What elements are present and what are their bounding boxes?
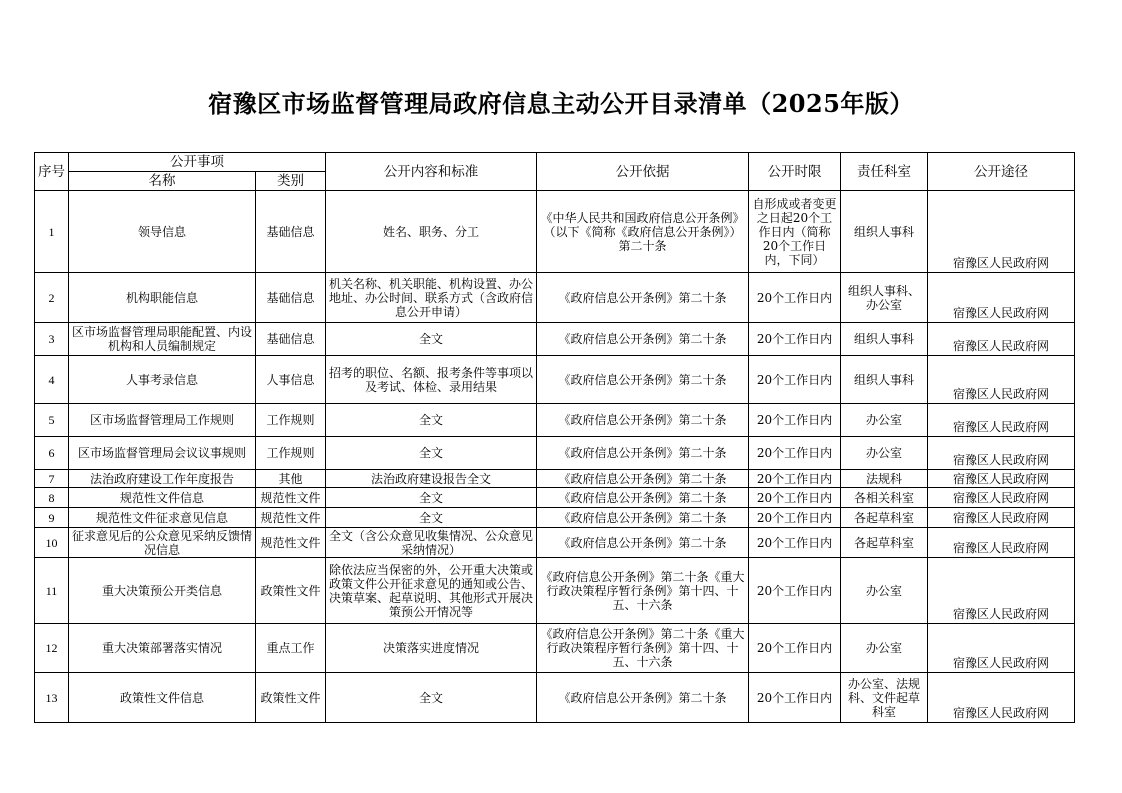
row-time-limit: 20个工作日内 xyxy=(749,558,841,624)
row-content: 姓名、职务、分工 xyxy=(326,191,537,273)
row-content: 全文 xyxy=(326,488,537,508)
row-name: 人事考录信息 xyxy=(69,356,256,404)
header-dept: 责任科室 xyxy=(841,153,928,191)
row-basis: 《政府信息公开条例》第二十条 xyxy=(537,528,749,558)
row-channel: 宿豫区人民政府网 xyxy=(928,673,1075,723)
table-row xyxy=(35,273,1075,323)
row-time-limit: 20个工作日内 xyxy=(749,273,841,323)
row-dept: 办公室、法规科、文件起草科室 xyxy=(841,673,928,723)
row-content: 招考的职位、名额、报考条件等事项以及考试、体检、录用结果 xyxy=(326,356,537,404)
row-dept: 组织人事科 xyxy=(841,191,928,273)
row-seq: 9 xyxy=(35,508,69,528)
row-time-limit: 20个工作日内 xyxy=(749,488,841,508)
row-category: 人事信息 xyxy=(256,356,326,404)
row-content: 决策落实进度情况 xyxy=(326,624,537,673)
row-seq: 1 xyxy=(35,191,69,273)
row-dept: 办公室 xyxy=(841,437,928,470)
row-name: 重大决策部署落实情况 xyxy=(69,624,256,673)
row-channel: 宿豫区人民政府网 xyxy=(928,624,1075,673)
header-name: 名称 xyxy=(69,172,256,191)
row-name: 机构职能信息 xyxy=(69,273,256,323)
row-content: 全文 xyxy=(326,673,537,723)
table-row xyxy=(35,437,1075,470)
row-category: 其他 xyxy=(256,470,326,488)
row-name: 规范性文件信息 xyxy=(69,488,256,508)
row-time-limit: 20个工作日内 xyxy=(749,528,841,558)
row-time-limit: 20个工作日内 xyxy=(749,508,841,528)
row-name: 法治政府建设工作年度报告 xyxy=(69,470,256,488)
row-content: 全文 xyxy=(326,508,537,528)
row-content: 除依法应当保密的外，公开重大决策或政策文件公开征求意见的通知或公告、决策草案、起草说明、其他形式开展决策预公开情况等 xyxy=(326,558,537,624)
row-basis: 《政府信息公开条例》第二十条 xyxy=(537,404,749,437)
table-row xyxy=(35,404,1075,437)
row-dept: 组织人事科、办公室 xyxy=(841,273,928,323)
table-row xyxy=(35,528,1075,558)
row-seq: 2 xyxy=(35,273,69,323)
row-category: 规范性文件 xyxy=(256,508,326,528)
row-channel: 宿豫区人民政府网 xyxy=(928,528,1075,558)
table-row xyxy=(35,488,1075,508)
row-name: 征求意见后的公众意见采纳反馈情况信息 xyxy=(69,528,256,558)
row-channel: 宿豫区人民政府网 xyxy=(928,356,1075,404)
row-category: 政策性文件 xyxy=(256,673,326,723)
row-basis: 《中华人民共和国政府信息公开条例》（以下《简称《政府信息公开条例》）第二十条 xyxy=(537,191,749,273)
row-content: 全文（含公众意见收集情况、公众意见采纳情况） xyxy=(326,528,537,558)
row-channel: 宿豫区人民政府网 xyxy=(928,191,1075,273)
row-seq: 11 xyxy=(35,558,69,624)
row-seq: 7 xyxy=(35,470,69,488)
row-channel: 宿豫区人民政府网 xyxy=(928,488,1075,508)
row-dept: 各起草科室 xyxy=(841,528,928,558)
row-basis: 《政府信息公开条例》第二十条 xyxy=(537,437,749,470)
row-content: 全文 xyxy=(326,404,537,437)
header-content: 公开内容和标准 xyxy=(326,153,537,191)
row-time-limit: 20个工作日内 xyxy=(749,356,841,404)
row-seq: 3 xyxy=(35,323,69,356)
row-time-limit: 20个工作日内 xyxy=(749,673,841,723)
row-basis: 《政府信息公开条例》第二十条《重大行政决策程序暂行条例》第十四、十五、十六条 xyxy=(537,558,749,624)
row-time-limit: 自形成或者变更之日起20个工作日内（简称20个工作日内，下同） xyxy=(749,191,841,273)
row-dept: 办公室 xyxy=(841,558,928,624)
row-time-limit: 20个工作日内 xyxy=(749,404,841,437)
row-category: 重点工作 xyxy=(256,624,326,673)
row-category: 规范性文件 xyxy=(256,488,326,508)
row-dept: 各相关科室 xyxy=(841,488,928,508)
header-item-group: 公开事项 xyxy=(69,153,326,172)
row-category: 政策性文件 xyxy=(256,558,326,624)
row-seq: 12 xyxy=(35,624,69,673)
row-content: 全文 xyxy=(326,323,537,356)
row-category: 基础信息 xyxy=(256,273,326,323)
header-channel: 公开途径 xyxy=(928,153,1075,191)
row-seq: 8 xyxy=(35,488,69,508)
row-basis: 《政府信息公开条例》第二十条 xyxy=(537,323,749,356)
row-time-limit: 20个工作日内 xyxy=(749,323,841,356)
row-seq: 5 xyxy=(35,404,69,437)
table-row xyxy=(35,356,1075,404)
row-dept: 办公室 xyxy=(841,624,928,673)
row-basis: 《政府信息公开条例》第二十条 xyxy=(537,673,749,723)
row-seq: 6 xyxy=(35,437,69,470)
row-basis: 《政府信息公开条例》第二十条 xyxy=(537,273,749,323)
row-content: 法治政府建设报告全文 xyxy=(326,470,537,488)
table-row xyxy=(35,624,1075,673)
row-name: 区市场监督管理局职能配置、内设机构和人员编制规定 xyxy=(69,323,256,356)
row-channel: 宿豫区人民政府网 xyxy=(928,273,1075,323)
header-seq: 序号 xyxy=(35,153,69,191)
row-dept: 各起草科室 xyxy=(841,508,928,528)
table-row xyxy=(35,673,1075,723)
header-category: 类别 xyxy=(256,172,326,191)
row-channel: 宿豫区人民政府网 xyxy=(928,470,1075,488)
row-time-limit: 20个工作日内 xyxy=(749,437,841,470)
table-row xyxy=(35,323,1075,356)
row-basis: 《政府信息公开条例》第二十条 xyxy=(537,470,749,488)
row-name: 政策性文件信息 xyxy=(69,673,256,723)
table-row xyxy=(35,470,1075,488)
table-row xyxy=(35,558,1075,624)
row-dept: 组织人事科 xyxy=(841,356,928,404)
row-dept: 法规科 xyxy=(841,470,928,488)
row-content: 全文 xyxy=(326,437,537,470)
disclosure-catalog-table xyxy=(34,152,1075,723)
row-name: 区市场监督管理局会议议事规则 xyxy=(69,437,256,470)
row-time-limit: 20个工作日内 xyxy=(749,624,841,673)
row-category: 工作规则 xyxy=(256,404,326,437)
row-dept: 办公室 xyxy=(841,404,928,437)
row-channel: 宿豫区人民政府网 xyxy=(928,558,1075,624)
row-dept: 组织人事科 xyxy=(841,323,928,356)
row-content: 机关名称、机关职能、机构设置、办公地址、办公时间、联系方式（含政府信息公开申请） xyxy=(326,273,537,323)
row-name: 规范性文件征求意见信息 xyxy=(69,508,256,528)
row-category: 基础信息 xyxy=(256,191,326,273)
row-channel: 宿豫区人民政府网 xyxy=(928,437,1075,470)
row-seq: 10 xyxy=(35,528,69,558)
row-basis: 《政府信息公开条例》第二十条 xyxy=(537,488,749,508)
row-name: 领导信息 xyxy=(69,191,256,273)
row-category: 基础信息 xyxy=(256,323,326,356)
document-title: 宿豫区市场监督管理局政府信息主动公开目录清单（2025年版） xyxy=(208,89,914,118)
row-channel: 宿豫区人民政府网 xyxy=(928,323,1075,356)
row-category: 工作规则 xyxy=(256,437,326,470)
table-row xyxy=(35,191,1075,273)
row-basis: 《政府信息公开条例》第二十条 xyxy=(537,508,749,528)
table-row xyxy=(35,508,1075,528)
row-basis: 《政府信息公开条例》第二十条 xyxy=(537,356,749,404)
header-basis: 公开依据 xyxy=(537,153,749,191)
row-category: 规范性文件 xyxy=(256,528,326,558)
row-name: 重大决策预公开类信息 xyxy=(69,558,256,624)
row-basis: 《政府信息公开条例》第二十条《重大行政决策程序暂行条例》第十四、十五、十六条 xyxy=(537,624,749,673)
row-name: 区市场监督管理局工作规则 xyxy=(69,404,256,437)
row-seq: 4 xyxy=(35,356,69,404)
row-channel: 宿豫区人民政府网 xyxy=(928,508,1075,528)
row-channel: 宿豫区人民政府网 xyxy=(928,404,1075,437)
header-time-limit: 公开时限 xyxy=(749,153,841,191)
row-seq: 13 xyxy=(35,673,69,723)
row-time-limit: 20个工作日内 xyxy=(749,470,841,488)
